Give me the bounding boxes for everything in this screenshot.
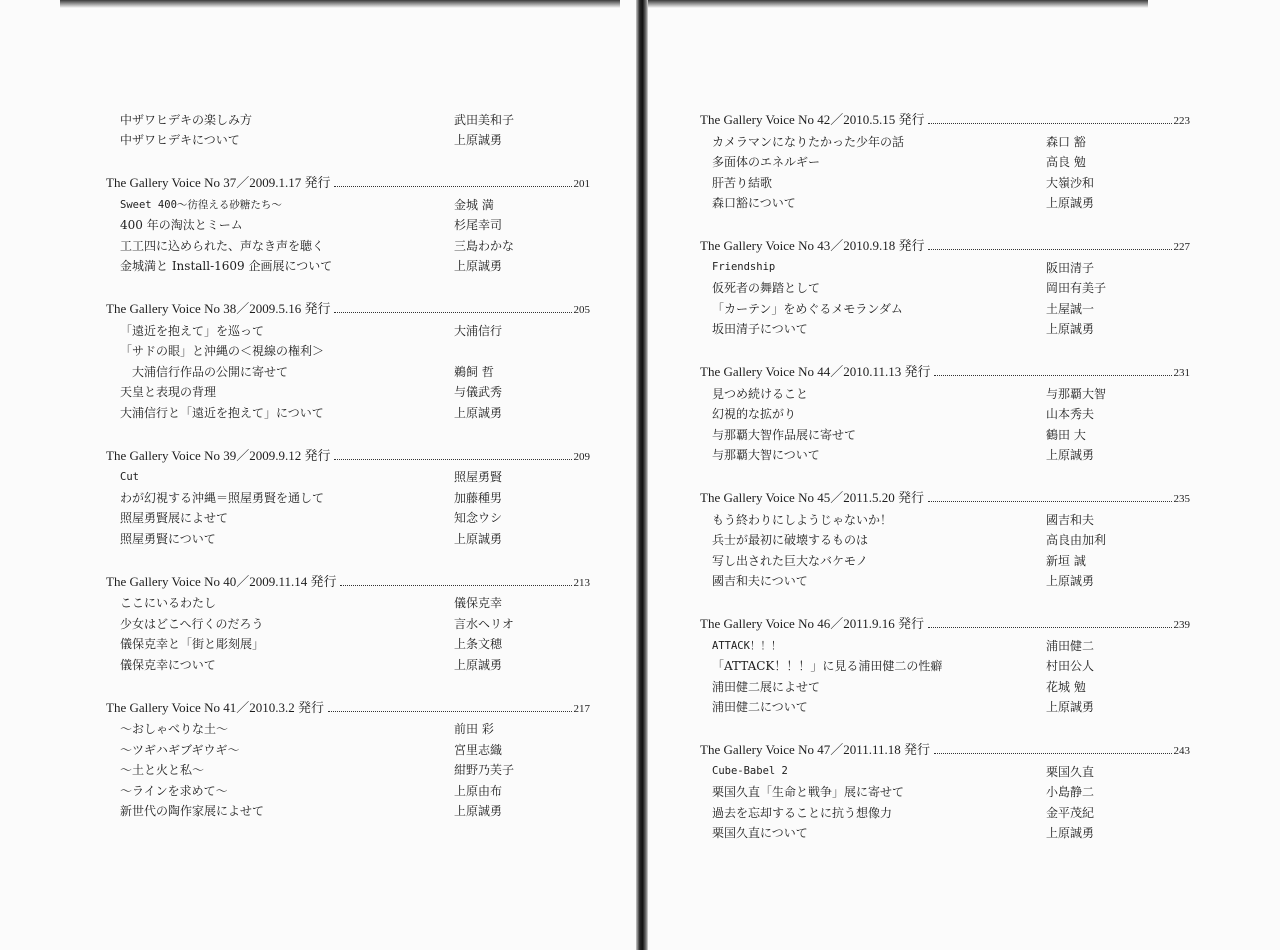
toc-section <box>700 235 1190 339</box>
issue-title: The Gallery Voice No 41／2010.3.2 発行 <box>106 699 324 715</box>
issue-title: The Gallery Voice No 40／2009.11.14 発行 <box>106 573 337 589</box>
toc-entry <box>700 530 1190 551</box>
entry-title: Friendship <box>712 261 776 274</box>
section-heading <box>700 613 1190 635</box>
page-number: 223 <box>1173 115 1190 127</box>
entry-title: 多面体のエネルギー <box>712 155 821 170</box>
entry-title: 中ザワヒデキについて <box>120 133 240 148</box>
section-heading <box>700 487 1190 509</box>
entry-author: 國吉和夫 <box>1046 512 1095 527</box>
entry-title: 「遠近を抱えて」を巡って <box>120 323 265 338</box>
section-heading <box>106 697 590 719</box>
entry-title: 肝苦り結歌 <box>712 175 773 190</box>
toc-entry <box>700 656 1190 677</box>
toc-section <box>700 361 1190 465</box>
entry-title: 浦田健二について <box>712 700 808 715</box>
section-heading <box>700 739 1190 761</box>
entry-author: 言水ヘリオ <box>454 616 514 631</box>
entry-author: 上原誠勇 <box>454 133 503 148</box>
entry-title: Sweet 400〜彷徨える砂糖たち〜 <box>120 198 282 211</box>
entry-author: 紺野乃芙子 <box>454 763 515 778</box>
leader-dots <box>334 312 571 313</box>
issue-title: The Gallery Voice No 39／2009.9.12 発行 <box>106 447 331 463</box>
leader-dots <box>334 186 571 187</box>
issue-title: The Gallery Voice No 38／2009.5.16 発行 <box>106 301 331 316</box>
entry-author: 金城 満 <box>454 197 494 212</box>
toc-entry <box>700 823 1190 844</box>
page-number: 213 <box>573 576 590 589</box>
page-number: 205 <box>573 304 590 316</box>
entry-title: 天皇と表現の背理 <box>120 385 217 400</box>
entry-title: 少女はどこへ行くのだろう <box>120 616 264 631</box>
toc-entry <box>106 593 590 614</box>
entry-author: 鶴田 大 <box>1046 427 1086 442</box>
entry-title: 「カーテン」をめぐるメモランダム <box>712 301 903 316</box>
entry-author: 上原誠勇 <box>1046 826 1095 841</box>
entry-author: 杉尾幸司 <box>454 218 503 233</box>
toc-entry <box>700 152 1190 173</box>
entry-author: 小島静二 <box>1046 785 1095 800</box>
toc-entry <box>700 298 1190 319</box>
entry-author: 金平茂紀 <box>1046 805 1095 820</box>
toc-entry <box>106 194 590 215</box>
toc-entry <box>700 697 1190 718</box>
toc-entry <box>106 130 590 151</box>
leader-dots <box>934 753 1172 754</box>
toc-entry <box>106 467 590 488</box>
toc-section <box>106 697 590 822</box>
entry-author: 上条文穂 <box>454 637 503 652</box>
entry-title: わが幻視する沖縄＝照屋勇賢を通して <box>120 490 325 505</box>
toc-entry <box>700 509 1190 530</box>
section-heading <box>106 172 590 194</box>
toc-entry <box>106 235 590 256</box>
toc-entry <box>700 676 1190 697</box>
page-edge-shadow <box>648 0 1148 8</box>
entry-author: 宮里志織 <box>454 742 503 757</box>
toc-section <box>106 571 590 675</box>
entry-author: 岡田有美子 <box>1046 281 1107 296</box>
entry-author: 儀保克幸 <box>454 596 503 611</box>
entry-title: 金城満と Install-1609 企画展について <box>120 259 333 274</box>
entry-title: 栗国久直「生命と戦争」展に寄せて <box>712 785 905 800</box>
section-heading <box>106 298 590 320</box>
toc-entry <box>700 257 1190 278</box>
toc-entry <box>106 780 590 801</box>
entry-author: 上原誠勇 <box>454 657 503 672</box>
toc-entry <box>106 382 590 403</box>
entry-title: ここにいるわたし <box>120 596 217 611</box>
issue-title: The Gallery Voice No 45／2011.5.20 発行 <box>700 490 924 505</box>
entry-author: 高良由加利 <box>1046 533 1107 548</box>
toc-entry <box>106 801 590 822</box>
entry-author: 上原誠勇 <box>1046 574 1095 589</box>
entry-title: 工工四に込められた、声なき声を聴く <box>120 238 325 253</box>
entry-title: 照屋勇賢展によせて <box>120 511 229 526</box>
entry-author: 加藤種男 <box>454 490 503 505</box>
entry-author: 大浦信行 <box>454 323 503 338</box>
entry-title: 過去を忘却することに抗う想像力 <box>712 805 893 820</box>
book-gutter <box>636 0 648 950</box>
leader-dots <box>340 585 571 586</box>
entry-author: 森口 豁 <box>1046 134 1086 149</box>
page-number: 239 <box>1173 619 1190 631</box>
issue-title: The Gallery Voice No 46／2011.9.16 発行 <box>700 616 924 631</box>
entry-author: 知念ウシ <box>454 511 503 526</box>
toc-entry <box>700 571 1190 592</box>
toc-entry <box>700 635 1190 656</box>
page-number: 217 <box>573 702 590 715</box>
entry-title: 〜おしゃべりな土〜 <box>120 722 229 737</box>
entry-author: 前田 彩 <box>454 722 494 737</box>
issue-title: The Gallery Voice No 37／2009.1.17 発行 <box>106 175 331 190</box>
toc-entry <box>700 172 1190 193</box>
entry-title: 坂田清子について <box>712 322 808 337</box>
toc-entry <box>106 487 590 508</box>
toc-section <box>106 445 590 549</box>
entry-title: カメラマンになりたかった少年の話 <box>712 134 905 149</box>
toc-section <box>106 298 590 423</box>
entry-title: 儀保克幸について <box>120 657 216 672</box>
entry-title: 与那覇大智について <box>712 448 820 463</box>
toc-section <box>700 739 1190 843</box>
entry-title: 中ザワヒデキの楽しみ方 <box>120 112 253 127</box>
toc-entry <box>700 278 1190 299</box>
entry-author: 土屋誠一 <box>1046 301 1095 316</box>
entry-author: 上原誠勇 <box>1046 322 1095 337</box>
entry-title: 浦田健二展によせて <box>712 679 821 694</box>
toc-section <box>700 109 1190 213</box>
toc-entry <box>700 802 1190 823</box>
toc-section <box>700 487 1190 591</box>
entry-title: 照屋勇賢について <box>120 531 216 546</box>
right-toc-column <box>700 109 1190 843</box>
leader-dots <box>334 459 571 460</box>
entry-author: 大嶺沙和 <box>1046 175 1095 190</box>
page-edge-shadow <box>60 0 620 8</box>
toc-entry <box>106 613 590 634</box>
entry-author: 上原誠勇 <box>454 804 503 819</box>
issue-title: The Gallery Voice No 47／2011.11.18 発行 <box>700 742 930 757</box>
entry-author: 上原誠勇 <box>454 531 503 546</box>
toc-section <box>700 613 1190 717</box>
entry-author: 与儀武秀 <box>454 385 503 400</box>
page-number: 227 <box>1173 241 1190 253</box>
page-number: 235 <box>1173 493 1190 505</box>
leader-dots <box>928 501 1172 502</box>
toc-entry <box>106 109 590 130</box>
entry-author: 上原誠勇 <box>1046 196 1095 211</box>
leader-dots <box>928 123 1171 124</box>
leader-dots <box>328 711 572 712</box>
entry-title: 見つめ続けること <box>712 386 809 401</box>
toc-entry <box>106 341 590 362</box>
entry-title: Cut <box>120 470 139 483</box>
issue-title: The Gallery Voice No 43／2010.9.18 発行 <box>700 238 925 253</box>
entry-author: 村田公人 <box>1046 659 1095 674</box>
issue-title: The Gallery Voice No 42／2010.5.15 発行 <box>700 112 925 127</box>
section-heading <box>700 235 1190 257</box>
entry-author: 上原誠勇 <box>1046 700 1095 715</box>
entry-title: 栗国久直について <box>712 826 808 841</box>
section-heading <box>106 445 590 467</box>
leader-dots <box>934 375 1171 376</box>
entry-author: 阪田清子 <box>1046 260 1095 275</box>
toc-entry <box>106 361 590 382</box>
left-toc-column <box>106 109 590 821</box>
toc-entry <box>700 383 1190 404</box>
toc-entry <box>700 445 1190 466</box>
toc-entry <box>106 256 590 277</box>
toc-entry <box>700 424 1190 445</box>
entry-title: 幻視的な拡がり <box>712 407 797 422</box>
toc-entry <box>106 528 590 549</box>
entry-author: 与那覇大智 <box>1046 386 1107 401</box>
toc-entry <box>106 719 590 740</box>
section-heading <box>106 571 590 593</box>
section-heading <box>700 109 1190 131</box>
page-number: 209 <box>573 450 590 463</box>
entry-title: 新世代の陶作家展によせて <box>120 804 265 819</box>
toc-entry <box>700 782 1190 803</box>
page-number: 231 <box>1173 367 1190 379</box>
toc-entry <box>106 402 590 423</box>
entry-author: 武田美和子 <box>454 112 515 127</box>
entry-author: 浦田健二 <box>1046 638 1095 653</box>
toc-entry <box>700 131 1190 152</box>
entry-title: 「サドの眼」と沖縄の＜視線の権利＞ <box>120 344 325 359</box>
entry-title: Cube-Babel 2 <box>712 765 788 778</box>
entry-title: 大浦信行作品の公開に寄せて <box>120 364 289 379</box>
page-number: 201 <box>573 178 590 190</box>
entry-author: 高良 勉 <box>1046 155 1086 170</box>
entry-title: 大浦信行と「遠近を抱えて」について <box>120 405 324 420</box>
entry-author: 栗国久直 <box>1046 764 1095 779</box>
toc-entry <box>106 739 590 760</box>
entry-title: 〜ツギハギブギウギ〜 <box>120 742 240 757</box>
entry-author: 新垣 誠 <box>1046 553 1086 568</box>
page-number: 243 <box>1173 745 1190 757</box>
entry-author: 三島わかな <box>454 238 515 253</box>
entry-author: 上原誠勇 <box>454 405 503 420</box>
toc-entry <box>700 550 1190 571</box>
entry-title: 〜ラインを求めて〜 <box>120 783 228 798</box>
entry-title: 仮死者の舞踏として <box>712 281 821 296</box>
toc-entry <box>700 319 1190 340</box>
entry-title: ATTACK！！！ <box>712 639 782 652</box>
toc-entry <box>106 320 590 341</box>
left-page <box>0 0 636 950</box>
entry-title: 「ATTACK！！！」に見る浦田健二の性癖 <box>712 659 943 674</box>
entry-author: 山本秀夫 <box>1046 407 1095 422</box>
toc-entry <box>106 508 590 529</box>
leader-dots <box>928 249 1171 250</box>
entry-title: 兵士が最初に破壊するものは <box>712 533 869 548</box>
toc-entry <box>700 761 1190 782</box>
toc-entry <box>700 193 1190 214</box>
right-page <box>648 0 1280 950</box>
entry-title: 森口豁について <box>712 196 796 211</box>
entry-title: 儀保克幸と「街と彫刻展」 <box>120 637 265 652</box>
entry-author: 鵜飼 哲 <box>454 364 494 379</box>
issue-title: The Gallery Voice No 44／2010.11.13 発行 <box>700 364 931 379</box>
entry-title: 写し出された巨大なバケモノ <box>712 553 868 568</box>
entry-author: 上原由布 <box>454 783 503 798</box>
entry-title: 〜土と火と私〜 <box>120 763 205 778</box>
entry-author: 花城 勉 <box>1046 679 1086 694</box>
entry-title: 与那覇大智作品展に寄せて <box>712 427 857 442</box>
toc-entry <box>700 404 1190 425</box>
toc-entry <box>106 215 590 236</box>
entry-author: 上原誠勇 <box>454 259 503 274</box>
leader-dots <box>928 627 1172 628</box>
toc-continued-entries <box>106 109 590 150</box>
toc-entry <box>106 760 590 781</box>
section-heading <box>700 361 1190 383</box>
toc-entry <box>106 634 590 655</box>
entry-title: 400 年の淘汰とミーム <box>120 218 243 233</box>
entry-title: もう終わりにしようじゃないか！ <box>712 512 893 527</box>
entry-author: 照屋勇賢 <box>454 470 503 485</box>
entry-author: 上原誠勇 <box>1046 448 1095 463</box>
toc-section <box>106 172 590 276</box>
entry-title: 國吉和夫について <box>712 574 808 589</box>
toc-entry <box>106 654 590 675</box>
